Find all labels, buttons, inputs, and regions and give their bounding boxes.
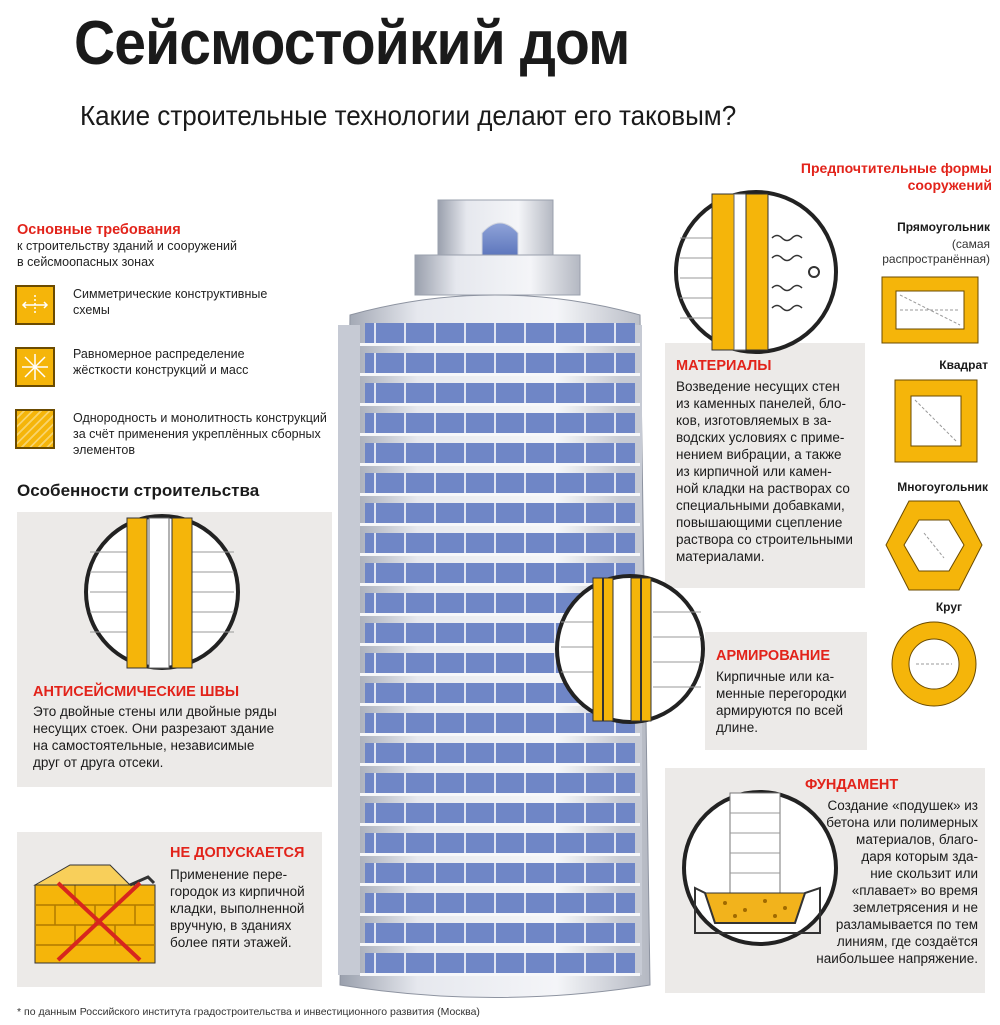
polygon-label: Многоугольник — [897, 480, 988, 494]
page-subtitle: Какие строительные технологии делают его таковым? — [80, 100, 737, 131]
symmetric-arrows-icon — [15, 285, 55, 325]
hatched-square-icon — [15, 409, 55, 449]
features-heading: Особенности строительства — [17, 481, 260, 500]
forbidden-title: НЕ ДОПУСКАЕТСЯ — [170, 845, 305, 861]
reinforcement-text: Кирпичные или ка- менные перегородки армируются по всей длине. — [716, 669, 847, 735]
foundation-text: Создание «подушек» из бетона или полимерных материалов, благо- даря которым зда- ние скользит или «плавает» во время землетрясения и не разламывается по тем линиям, где создаётся наибольшее напряжение. — [816, 798, 978, 966]
shapes-heading: Предпочтительные формы сооружений — [800, 160, 992, 193]
square-label: Квадрат — [939, 358, 988, 372]
foundation-title: ФУНДАМЕНТ — [805, 777, 899, 793]
seams-wall-detail — [82, 512, 242, 672]
forbidden-text: Применение пере- городок из кирпичной кладки, выполненной вручную, в зданиях более пяти этажей. — [170, 867, 305, 950]
square-shape-icon — [893, 378, 979, 464]
requirements-heading: Основные требования — [17, 222, 181, 238]
reinforcement-wall-detail — [553, 572, 708, 727]
materials-wall-detail — [672, 188, 840, 356]
requirement-item-3: Однородность и монолитность конструкций за счёт применения укреплённых сборных элементов — [73, 411, 327, 457]
reinforcement-title: АРМИРОВАНИЕ — [716, 648, 830, 664]
footnote: * по данным Российского института градостроительства и инвестиционного развития (Москва) — [17, 1006, 480, 1018]
rectangle-shape-icon — [880, 275, 980, 345]
requirement-item-2: Равномерное распределение жёсткости конструкций и масс — [73, 347, 249, 377]
rectangle-label: Прямоугольник — [897, 220, 990, 234]
forbidden-brickwork-icon — [30, 855, 160, 965]
materials-text: Возведение несущих стен из каменных панелей, бло- ков, изготовляемых в за- водских условиях с приме- нением вибрации, а также из кирпичной или камен- ной кладки на растворах со специальными добавками, повышающими сцепление раствора со строительными материалами. — [676, 379, 853, 564]
circle-shape-icon — [890, 620, 978, 708]
circle-label: Круг — [935, 600, 962, 614]
requirements-subheading: к строительству зданий и сооружений в сейсмоопасных зонах — [17, 239, 237, 269]
materials-title: МАТЕРИАЛЫ — [676, 358, 772, 374]
rectangle-note: (самая распространённая) — [882, 237, 990, 266]
page-title: Сейсмостойкий дом — [74, 9, 630, 78]
polygon-shape-icon — [884, 498, 984, 593]
radial-arrows-icon — [15, 347, 55, 387]
seams-title: АНТИСЕЙСМИЧЕСКИЕ ШВЫ — [33, 684, 240, 700]
seams-text: Это двойные стены или двойные ряды несущих стоек. Они разрезают здание на самостоятельные, независимые друг от друга отсеки. — [33, 704, 277, 770]
requirement-item-1: Симметрические конструктивные схемы — [73, 287, 268, 317]
